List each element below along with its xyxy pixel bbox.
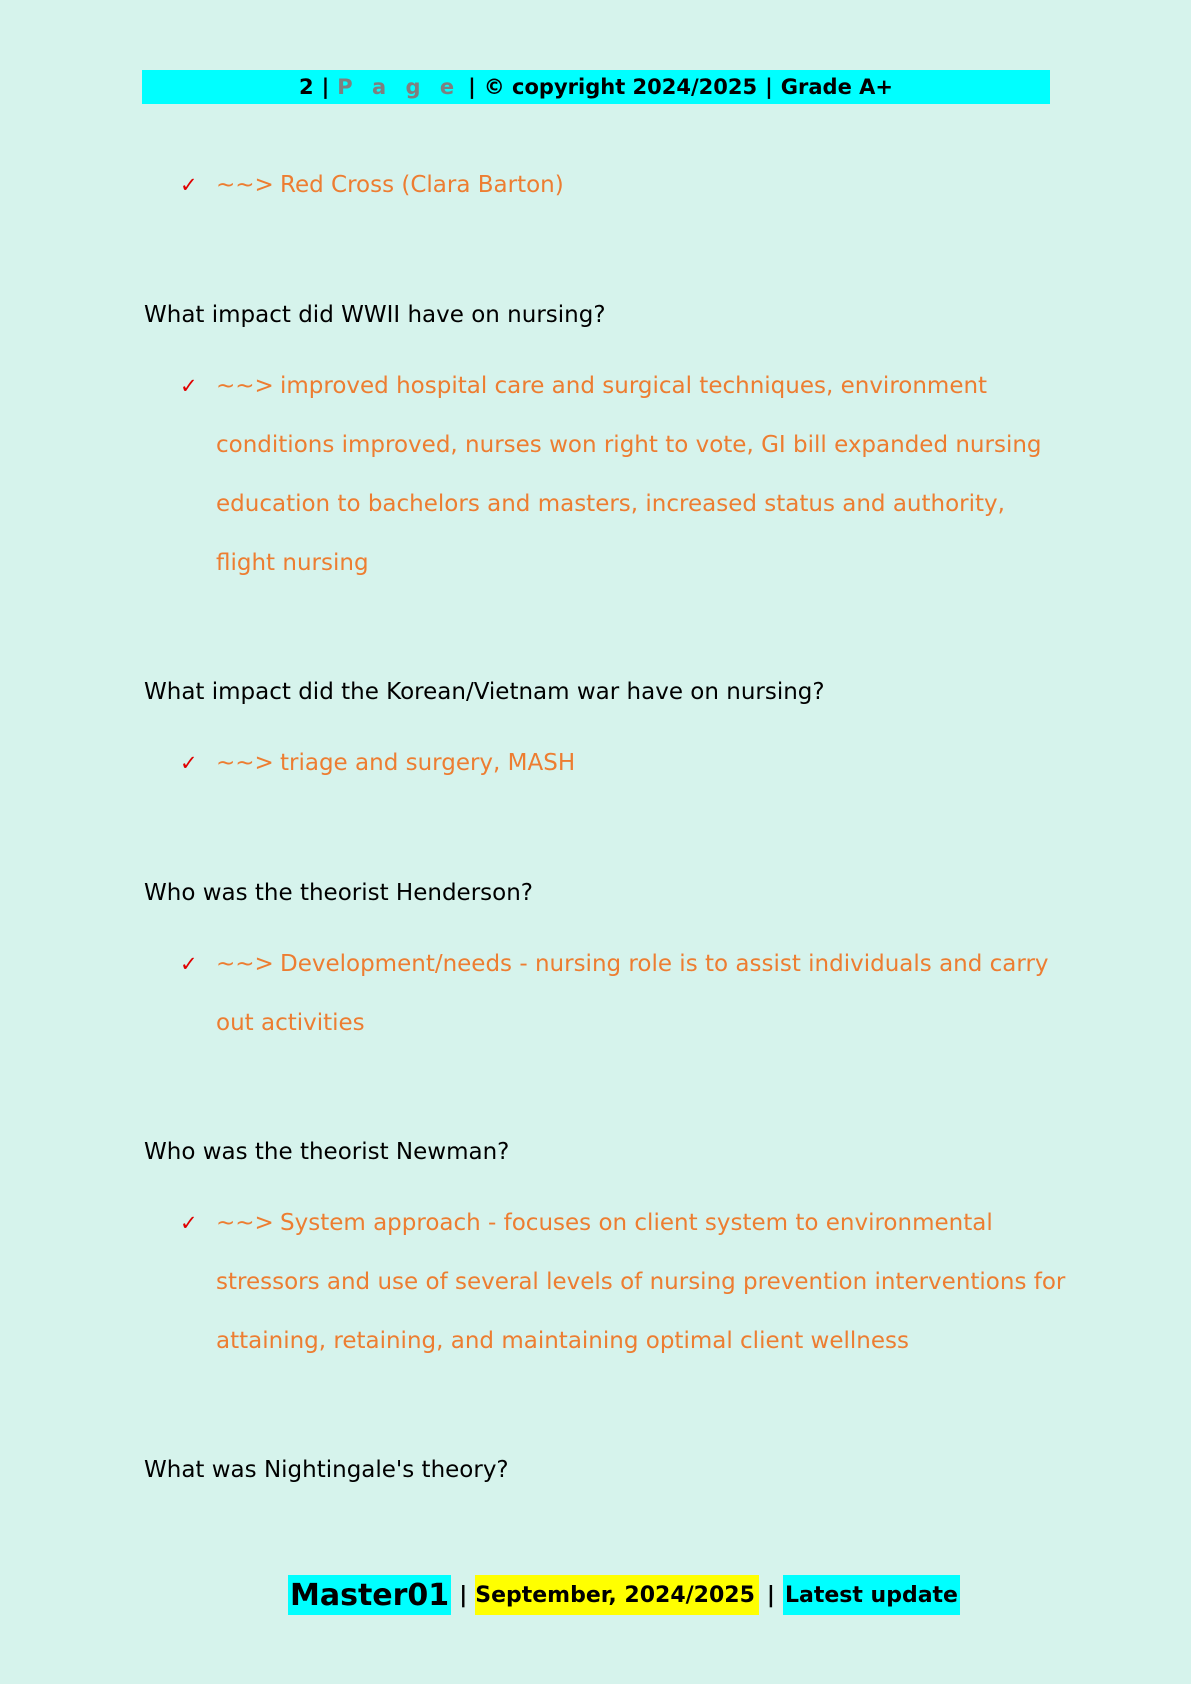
arrow-marker: ~~> — [216, 750, 274, 776]
page-word: P a g e — [337, 75, 461, 99]
question-text: What was Nightingale's theory? — [144, 1457, 509, 1483]
question-text: Who was the theorist Henderson? — [144, 880, 534, 906]
answer-line: improved hospital care and surgical techniques, environment — [280, 373, 988, 399]
checkmark-icon: ✓ — [180, 952, 198, 976]
answer-block — [180, 1194, 1066, 1371]
answer-line: Development/needs - nursing role is to assist individuals and carry — [280, 951, 1049, 977]
answer-line: attaining, retaining, and maintaining optimal client wellness — [216, 1328, 909, 1354]
question-text: What impact did WWII have on nursing? — [144, 302, 606, 328]
checkmark-icon: ✓ — [180, 751, 198, 775]
arrow-marker: ~~> — [216, 1210, 274, 1236]
header-separator: | — [765, 75, 773, 99]
checkmark-icon: ✓ — [180, 173, 198, 197]
checkmark-icon: ✓ — [180, 374, 198, 398]
arrow-marker: ~~> — [216, 951, 274, 977]
question-text: Who was the theorist Newman? — [144, 1139, 510, 1165]
page-number: 2 — [299, 75, 314, 99]
page-footer — [288, 1575, 960, 1615]
header-separator: | — [321, 75, 330, 99]
answer-line: education to bachelors and masters, increased status and authority, — [216, 491, 1005, 517]
answer-block — [180, 357, 1050, 593]
arrow-marker: ~~> — [216, 172, 274, 198]
checkmark-icon: ✓ — [180, 1211, 198, 1235]
arrow-marker: ~~> — [216, 373, 274, 399]
footer-latest-update: Latest update — [783, 1575, 960, 1615]
header-separator: | — [468, 75, 476, 99]
question-text: What impact did the Korean/Vietnam war have on nursing? — [144, 679, 825, 705]
page-header — [142, 70, 1050, 104]
answer-line: out activities — [216, 1010, 365, 1036]
footer-separator: | — [766, 1582, 775, 1608]
answer-block — [180, 935, 1050, 1053]
answer-block — [180, 734, 1050, 793]
grade-text: Grade A+ — [780, 75, 893, 99]
answer-line: System approach - focuses on client system to environmental — [280, 1210, 993, 1236]
answer-line: Red Cross (Clara Barton) — [280, 172, 564, 198]
answer-line: conditions improved, nurses won right to vote, GI bill expanded nursing — [216, 432, 1042, 458]
answer-line: flight nursing — [216, 550, 369, 576]
footer-date: September, 2024/2025 — [475, 1575, 759, 1615]
answer-block — [180, 156, 1050, 215]
copyright-text: © copyright 2024/2025 — [483, 75, 758, 99]
answer-line: stressors and use of several levels of nursing prevention interventions for — [216, 1269, 1066, 1295]
answer-line: triage and surgery, MASH — [280, 750, 576, 776]
footer-separator: | — [459, 1582, 468, 1608]
footer-brand: Master01 — [288, 1575, 451, 1615]
